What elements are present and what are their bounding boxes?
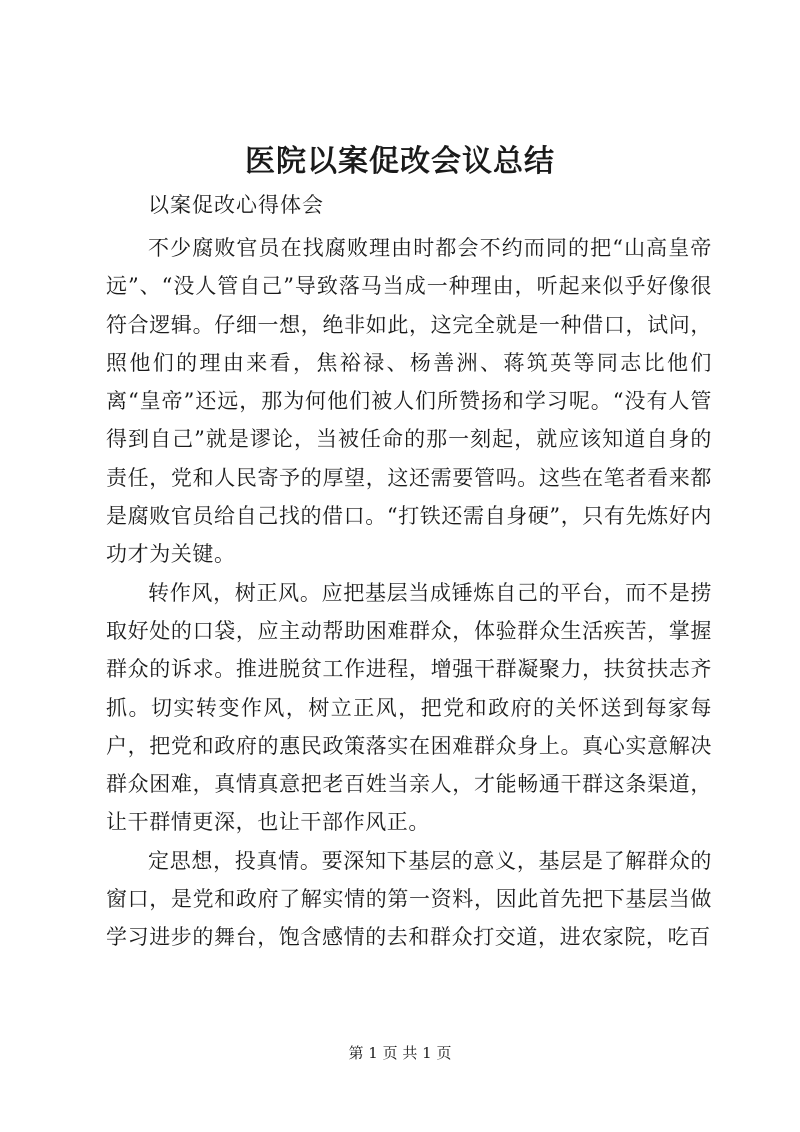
- document-subtitle: 以案促改心得体会: [148, 193, 324, 217]
- paragraph-1: 不少腐败官员在找腐败理由时都会不约而同的把“山高皇帝远”、“没人管自己”导致落马当成一种理由，听起来似乎好像很符合逻辑。仔细一想，绝非如此，这完全就是一种借口，试问，照他们的理由来看，焦裕禄、杨善洲、蒋筑英等同志比他们离“皇帝”还远，那为何他们被人们所赞扬和学习呢。“没有人管得到自己”就是谬论，当被任命的那一刻起，就应该知道自身的责任，党和人民寄予的厚望，这还需要管吗。这些在笔者看来都是腐败官员给自己找的借口。“打铁还需自身硬”，只有先炼好内功才为关键。: [106, 236, 712, 567]
- paragraph-3: 定思想，投真情。要深知下基层的意义，基层是了解群众的窗口，是党和政府了解实情的第一资料，因此首先把下基层当做学习进步的舞台，饱含感情的去和群众打交道，进农家院，吃百: [106, 848, 712, 950]
- document-title: 医院以案促改会议总结: [245, 144, 555, 179]
- page-footer: 第 1 页 共 1 页: [348, 1044, 452, 1062]
- paragraph-2: 转作风，树正风。应把基层当成锤炼自己的平台，而不是捞取好处的口袋，应主动帮助困难群众，体验群众生活疾苦，掌握群众的诉求。推进脱贫工作进程，增强干群凝聚力，扶贫扶志齐抓。切实转变作风，树立正风，把党和政府的关怀送到每家每户，把党和政府的惠民政策落实在困难群众身上。真心实意解决群众困难，真情真意把老百姓当亲人，才能畅通干群这条渠道，让干群情更深，也让干部作风正。: [106, 580, 712, 835]
- document-body: [106, 229, 712, 957]
